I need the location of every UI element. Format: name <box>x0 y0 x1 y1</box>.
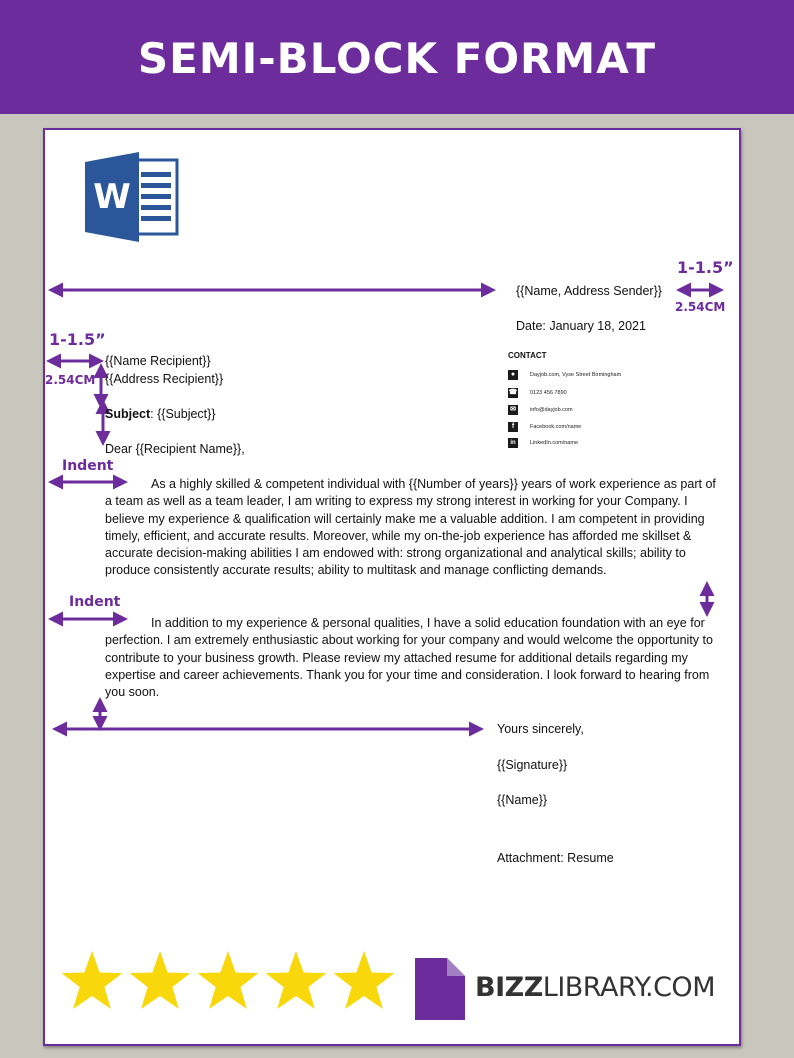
linkedin-icon: in <box>508 438 518 448</box>
email-icon: ✉ <box>508 405 518 415</box>
margin-arrows <box>45 130 739 1044</box>
contact-item <box>508 437 578 449</box>
page-title: SEMI-BLOCK FORMAT <box>137 34 657 83</box>
indent-label-1: Indent <box>62 458 114 474</box>
letter-date: Date: January 18, 2021 <box>516 319 646 333</box>
letter-page <box>43 128 741 1046</box>
contact-item <box>508 404 573 416</box>
signature: {{Signature}} <box>497 758 568 772</box>
body-paragraph-2 <box>105 615 720 701</box>
closing: Yours sincerely, <box>497 722 584 736</box>
bizzlibrary-logo-text <box>475 972 715 1003</box>
bizzlibrary-logo-icon <box>415 958 465 1020</box>
contact-item <box>508 421 581 433</box>
contact-item <box>508 369 621 381</box>
salutation: Dear {{Recipient Name}}, <box>105 442 245 456</box>
indent-label-2: Indent <box>69 594 121 610</box>
rating-stars <box>59 948 399 1014</box>
star-icon <box>130 951 191 1009</box>
margin-label-left: 1-1.5” <box>49 330 106 349</box>
word-letter: W <box>93 177 131 217</box>
contact-text: Dayjob.com, Vyse Street Birmingham <box>530 372 622 378</box>
attachment-line: Attachment: Resume <box>497 851 614 865</box>
recipient-address: {{Address Recipient}} <box>105 372 224 386</box>
star-icon <box>266 951 327 1009</box>
facebook-icon: f <box>508 422 518 432</box>
subject-label: Subject <box>105 407 151 421</box>
margin-label-right: 1-1.5” <box>677 258 734 277</box>
contact-item <box>508 387 567 399</box>
star-icon <box>198 951 259 1009</box>
title-banner <box>0 0 794 114</box>
star-icon <box>334 951 395 1009</box>
cm-label-right: 2.54CM <box>675 300 726 314</box>
sender-name-address: {{Name, Address Sender}} <box>516 284 662 298</box>
star-icon <box>62 951 123 1009</box>
contact-text: Facebook.com/name <box>530 424 582 430</box>
phone-icon: ☎ <box>508 389 518 396</box>
body-paragraph-1 <box>105 476 720 580</box>
location-icon: ● <box>508 370 518 380</box>
contact-text: 0123 456 7890 <box>530 390 567 396</box>
contact-text: LinkedIn.com/name <box>530 440 578 446</box>
logo-light: LIBRARY.COM <box>542 972 715 1003</box>
contact-title: CONTACT <box>508 351 547 360</box>
subject-value: : {{Subject}} <box>150 407 216 421</box>
subject-line <box>105 407 216 421</box>
paragraph-1-text: As a highly skilled & competent individual with {{Number of years}} years of work experience as part of a team as well as a team leader, I am writing to express my strong interest in working for your Company. I believe my experience & qualification will certainly make me a valuable addition. I am competent in providing timely, efficient, and accurate results. Moreover, while my on-the-job experience has afforded me skillset & accurate decision-making abilities I am endowed with: strong organizational and analytical skills; ability to produce consistently accurate results; ability to multitask and manage conflicting demands. <box>105 477 716 578</box>
paragraph-2-text: In addition to my experience & personal qualities, I have a solid education foundation with an eye for perfection. I am extremely enthusiastic about working for your company and would welcome the opportunity to contribute to your business growth. Please review my attached resume for additional details regarding my expertise and career achievements. Thank you for your time and consideration. I look forward to hearing from you soon. <box>105 616 713 700</box>
contact-text: info@dayjob.com <box>530 407 573 413</box>
recipient-name: {{Name Recipient}} <box>105 354 211 368</box>
cm-label-left: 2.54CM <box>45 373 96 387</box>
sender-name: {{Name}} <box>497 793 548 807</box>
logo-bold: BIZZ <box>475 972 543 1003</box>
